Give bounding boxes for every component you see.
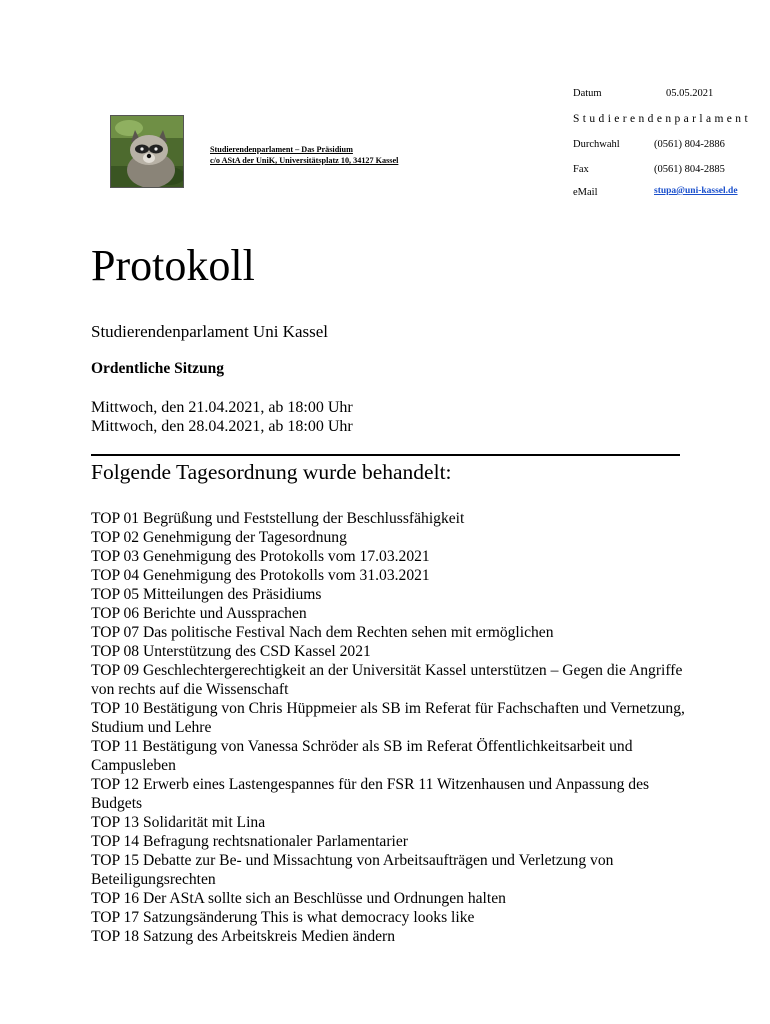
agenda-item: TOP 12 Erwerb eines Lastengespannes für den FSR 11 Witzenhausen und Anpassung des Budgets (91, 776, 650, 812)
meeting-dates (91, 398, 353, 436)
agenda-item: TOP 14 Befragung rechtsnationaler Parlamentarier (91, 833, 408, 850)
email-label: eMail (573, 187, 598, 198)
meeting-date-1: Mittwoch, den 21.04.2021, ab 18:00 Uhr (91, 399, 353, 416)
agenda-item: TOP 09 Geschlechtergerechtigkeit an der Universität Kassel unterstützen – Gegen die Angriffe von rechts auf die Wissenschaft (91, 662, 683, 698)
sender-line-2: c/o AStA der UniK, Universitätsplatz 10, 34127 Kassel (210, 156, 399, 165)
agenda-item: TOP 11 Bestätigung von Vanessa Schröder als SB im Referat Öffentlichkeitsarbeit und Campusleben (91, 738, 633, 774)
divider-line (91, 454, 680, 456)
sender-address (210, 144, 398, 166)
fax-value: (0561) 804-2885 (654, 164, 725, 175)
org-name-spaced: Studierendenparlament (573, 113, 752, 125)
agenda-item: TOP 07 Das politische Festival Nach dem Rechten sehen mit ermöglichen (91, 624, 554, 641)
agenda-item: TOP 06 Berichte und Aussprachen (91, 605, 307, 622)
fax-label: Fax (573, 164, 589, 175)
agenda-item: TOP 08 Unterstützung des CSD Kassel 2021 (91, 643, 371, 660)
agenda-item: TOP 16 Der AStA sollte sich an Beschlüsse und Ordnungen halten (91, 890, 506, 907)
agenda-item: TOP 10 Bestätigung von Chris Hüppmeier als SB im Referat für Fachschaften und Vernetzung, Studium und Lehre (91, 700, 685, 736)
durchwahl-label: Durchwahl (573, 139, 620, 150)
agenda-item: TOP 04 Genehmigung des Protokolls vom 31.03.2021 (91, 567, 430, 584)
agenda-item: TOP 17 Satzungsänderung This is what democracy looks like (91, 909, 475, 926)
meeting-date-2: Mittwoch, den 28.04.2021, ab 18:00 Uhr (91, 418, 353, 435)
agenda-item: TOP 02 Genehmigung der Tagesordnung (91, 529, 347, 546)
agenda-item: TOP 05 Mitteilungen des Präsidiums (91, 586, 322, 603)
datum-value: 05.05.2021 (666, 88, 714, 99)
agenda-heading: Folgende Tagesordnung wurde behandelt: (91, 460, 452, 484)
raccoon-logo-icon (110, 115, 184, 188)
datum-label: Datum (573, 88, 602, 99)
agenda-item: TOP 01 Begrüßung und Feststellung der Beschlussfähigkeit (91, 510, 465, 527)
document-title: Protokoll (91, 241, 255, 290)
document-subtitle: Studierendenparlament Uni Kassel (91, 322, 328, 341)
agenda-item: TOP 18 Satzung des Arbeitskreis Medien ändern (91, 928, 396, 945)
agenda-item: TOP 13 Solidarität mit Lina (91, 814, 266, 831)
email-link[interactable]: stupa@uni-kassel.de (654, 186, 738, 196)
agenda-item: TOP 15 Debatte zur Be- und Missachtung von Arbeitsaufträgen und Verletzung von Beteiligungsrechten (91, 852, 614, 888)
sender-line-1: Studierendenparlament – Das Präsidium (210, 145, 353, 154)
meeting-type: Ordentliche Sitzung (91, 360, 225, 377)
agenda-item: TOP 03 Genehmigung des Protokolls vom 17.03.2021 (91, 548, 430, 565)
agenda-list (91, 509, 691, 946)
durchwahl-value: (0561) 804-2886 (654, 139, 725, 150)
